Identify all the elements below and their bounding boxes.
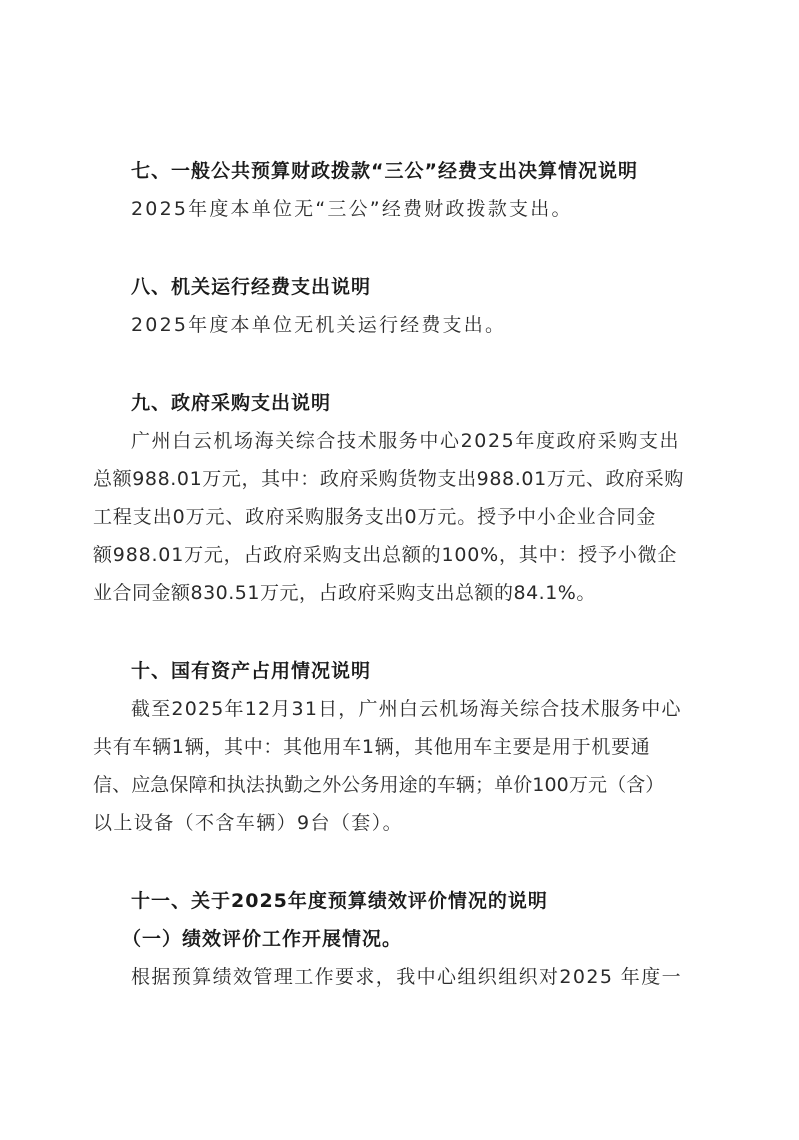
section-heading-10: 十、国有资产占用情况说明 (131, 660, 372, 682)
section-heading-11: 十一、关于2025年度预算绩效评价情况的说明 (131, 890, 548, 912)
section-10-line-1: 截至2025年12月31日，广州白云机场海关综合技术服务中心 (131, 698, 682, 720)
section-heading-7: 七、一般公共预算财政拨款“三公”经费支出决算情况说明 (131, 160, 638, 182)
section-8-line-1: 2025年度本单位无机关运行经费支出。 (131, 314, 507, 336)
section-heading-8: 八、机关运行经费支出说明 (131, 276, 372, 298)
section-9-line-2: 总额988.01万元，其中：政府采购货物支出988.01万元、政府采购 (93, 468, 684, 490)
section-11-line-1: 根据预算绩效管理工作要求，我中心组织组织对2025 年度一 (131, 966, 682, 988)
section-9-line-3: 工程支出0万元、政府采购服务支出0万元。授予中小企业合同金 (93, 506, 657, 528)
section-10-line-2: 共有车辆1辆，其中：其他用车1辆，其他用车主要是用于机要通 (93, 736, 651, 758)
section-9-line-1: 广州白云机场海关综合技术服务中心2025年度政府采购支出 (131, 430, 681, 452)
section-10-line-4: 以上设备（不含车辆）9台（套）。 (93, 812, 403, 834)
section-7-line-1: 2025年度本单位无“三公”经费财政拨款支出。 (131, 198, 573, 220)
section-11-subheading: （一）绩效评价工作开展情况。 (122, 928, 403, 950)
section-10-line-3: 信、应急保障和执法执勤之外公务用途的车辆；单价100万元（含） (93, 774, 665, 796)
section-9-line-5: 业合同金额830.51万元，占政府采购支出总额的84.1%。 (93, 582, 596, 604)
section-9-line-4: 额988.01万元，占政府采购支出总额的100%，其中：授予小微企 (93, 544, 678, 566)
section-heading-9: 九、政府采购支出说明 (131, 392, 332, 414)
